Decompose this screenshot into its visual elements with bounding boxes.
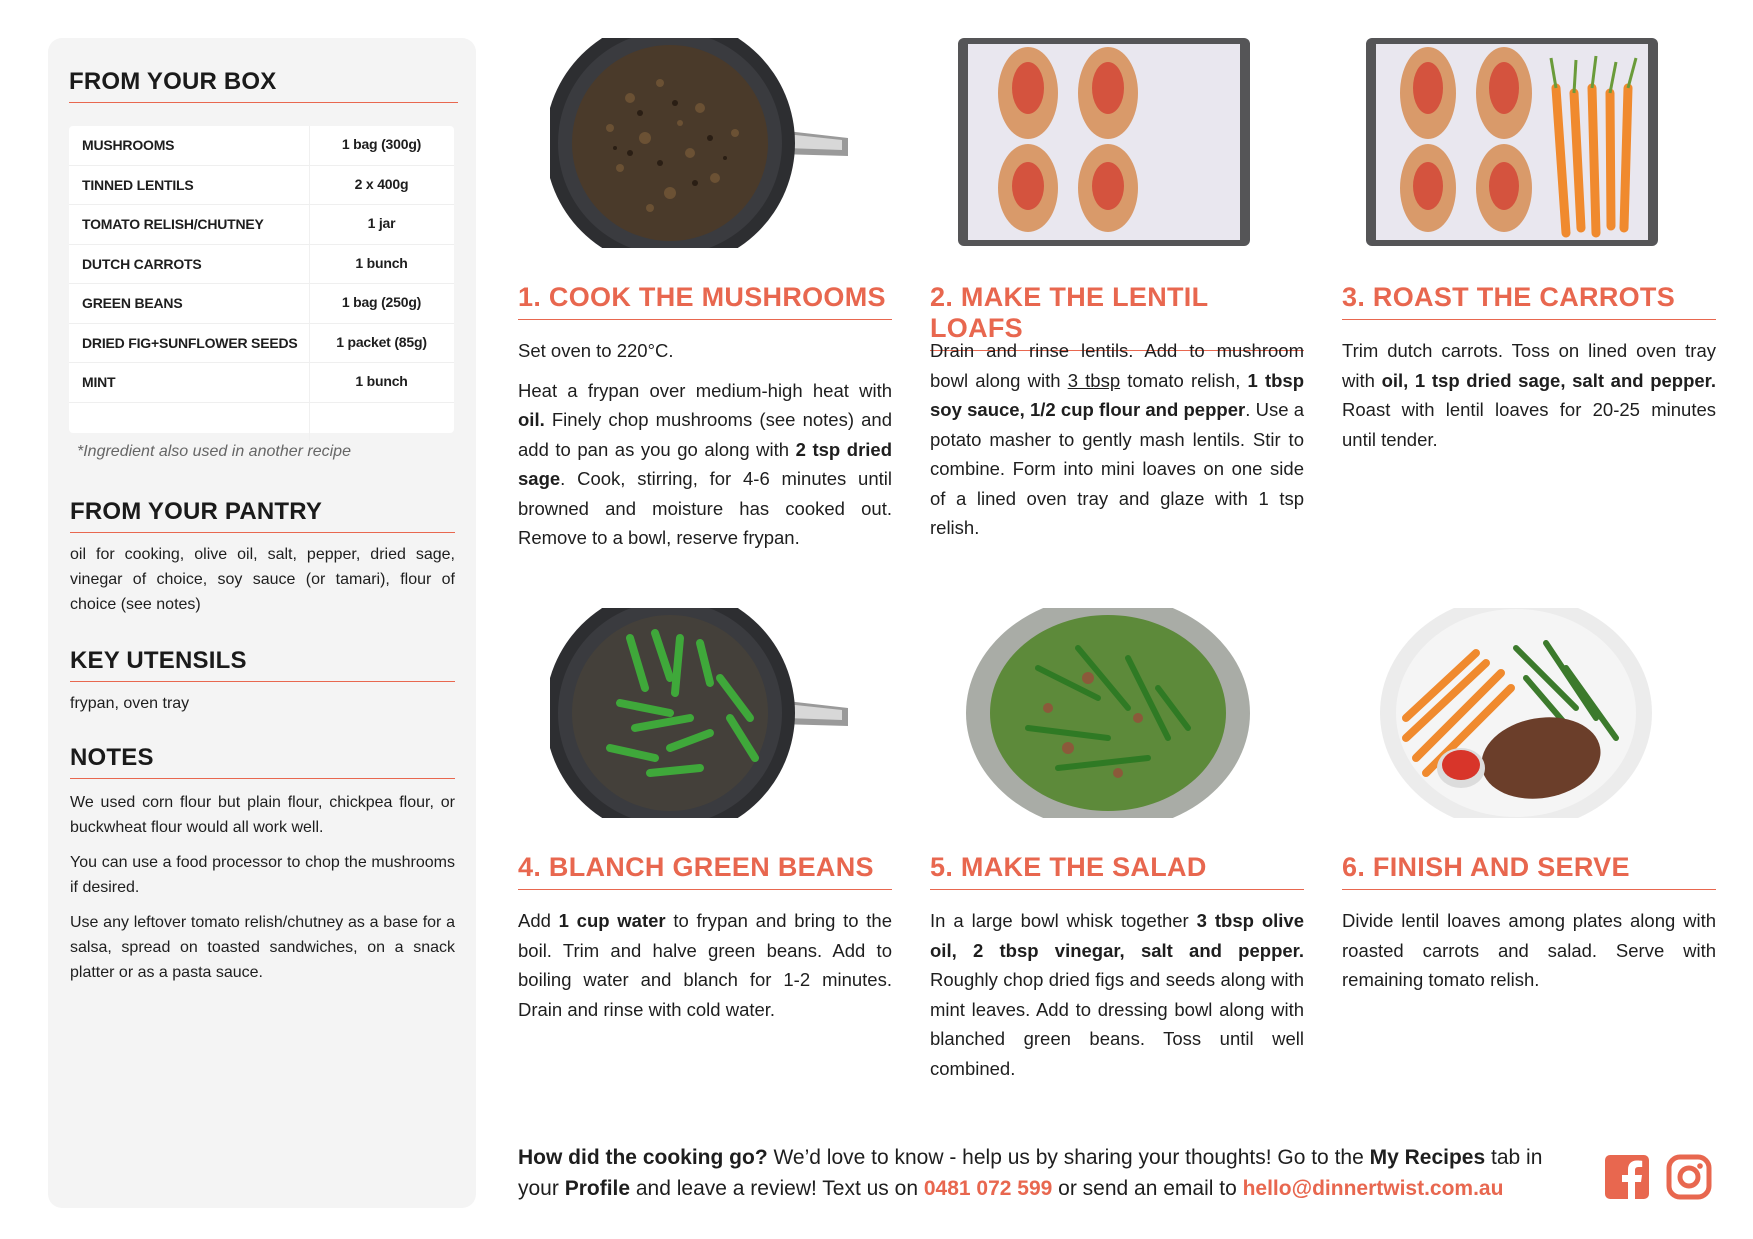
ingredient-table bbox=[69, 126, 454, 433]
plated-dish-photo bbox=[1366, 608, 1666, 818]
table-row bbox=[69, 363, 454, 403]
ingredient-qty: 1 jar bbox=[367, 215, 396, 231]
salad-bowl-photo bbox=[958, 608, 1258, 818]
key-utensils-title: KEY UTENSILS bbox=[70, 647, 455, 682]
step-3-title: 3. ROAST THE CARROTS bbox=[1342, 282, 1716, 320]
step-1-title: 1. COOK THE MUSHROOMS bbox=[518, 282, 892, 320]
table-row bbox=[69, 245, 454, 285]
table-row bbox=[69, 205, 454, 245]
step-1-p2: Heat a frypan over medium-high heat with oil. Finely chop mushrooms (see notes) and add to pan as you go along with 2 tsp dried sage. Cook, stirring, for 4-6 minutes until browned and moisture has cooked out. Remove to a bowl, reserve frypan. bbox=[518, 379, 892, 548]
instagram-icon[interactable] bbox=[1666, 1154, 1712, 1200]
ingredient-qty: 2 x 400g bbox=[354, 175, 409, 192]
ingredient-qty: 1 packet (85g) bbox=[336, 333, 427, 350]
ingredient-name: DUTCH CARROTS bbox=[82, 255, 202, 272]
step-2-text: Drain and rinse lentils. Add to mushroom bowl along with 3 tbsp tomato relish, 1 tbsp soy sauce, 1/2 cup flour and pepper. Use a potato masher to gently mash lentils. Stir to combine. Form into mini loaves on one side of a lined oven tray and glaze with 1 tsp relish. bbox=[930, 340, 1305, 538]
frypan-mushrooms-photo bbox=[550, 38, 850, 248]
step-5-title: 5. MAKE THE SALAD bbox=[930, 852, 1304, 890]
lentil-loaves-tray-photo bbox=[958, 38, 1258, 248]
ingredient-qty: 1 bunch bbox=[355, 373, 408, 389]
note-item: Use any leftover tomato relish/chutney as a base for a salsa, spread on toasted sandwiches, on a snack platter or as a pasta sauce. bbox=[70, 914, 455, 981]
notes-title: NOTES bbox=[70, 744, 455, 779]
phone-link[interactable]: 0481 072 599 bbox=[923, 1177, 1053, 1200]
note-item: You can use a food processor to chop the mushrooms if desired. bbox=[70, 854, 455, 896]
step-5-text: In a large bowl whisk together 3 tbsp olive oil, 2 tbsp vinegar, salt and pepper. Roughly chop dried figs and seeds along with mint leaves. Add to dressing bowl along with blanched green beans. Toss until well combined. bbox=[930, 910, 1304, 1079]
frypan-green-beans-photo bbox=[550, 608, 850, 818]
step-6-title: 6. FINISH AND SERVE bbox=[1342, 852, 1716, 890]
step-6-text: Divide lentil loaves among plates along with roasted carrots and salad. Serve with remaining tomato relish. bbox=[1342, 910, 1716, 990]
table-row bbox=[69, 284, 454, 324]
from-your-box-title: FROM YOUR BOX bbox=[69, 68, 458, 103]
table-row bbox=[69, 166, 454, 206]
from-your-pantry-title: FROM YOUR PANTRY bbox=[70, 498, 455, 533]
step-1-text bbox=[518, 336, 892, 563]
step-4-title: 4. BLANCH GREEN BEANS bbox=[518, 852, 892, 890]
ingredient-name: DRIED FIG+SUNFLOWER SEEDS bbox=[82, 334, 298, 351]
step-4-text: Add 1 cup water to frypan and bring to the boil. Trim and halve green beans. Add to boiling water and blanch for 1-2 minutes. Drain and rinse with cold water. bbox=[518, 910, 892, 1020]
step-3-text: Trim dutch carrots. Toss on lined oven tray with oil, 1 tsp dried sage, salt and pepper. Roast with lentil loaves for 20-25 minutes until tender. bbox=[1342, 340, 1716, 450]
table-row bbox=[69, 324, 454, 364]
feedback-footer: How did the cooking go? We’d love to know - help us by sharing your thoughts! Go to the My Recipes tab in your Profile and leave a review! Text us on 0481 072 599 or send an email to hello@dinnertwist.com.au bbox=[518, 1146, 1543, 1200]
ingredient-qty: 1 bunch bbox=[355, 254, 408, 271]
ingredient-name: MINT bbox=[82, 374, 116, 390]
note-item: We used corn flour but plain flour, chickpea flour, or buckwheat flour would all work well. bbox=[70, 794, 455, 836]
step-1-p1: Set oven to 220°C. bbox=[518, 340, 674, 361]
box-footnote: *Ingredient also used in another recipe bbox=[77, 443, 351, 460]
ingredient-name: MUSHROOMS bbox=[82, 137, 175, 153]
notes-list bbox=[70, 790, 455, 995]
table-row bbox=[69, 126, 454, 166]
table-row-empty bbox=[69, 403, 454, 442]
pantry-text: oil for cooking, olive oil, salt, pepper, dried sage, vinegar of choice, soy sauce (or tamari), flour of choice (see notes) bbox=[70, 546, 455, 613]
utensils-text: frypan, oven tray bbox=[70, 695, 190, 712]
ingredient-name: TINNED LENTILS bbox=[82, 176, 194, 193]
ingredient-name: GREEN BEANS bbox=[82, 295, 183, 311]
ingredient-qty: 1 bag (250g) bbox=[341, 294, 422, 310]
email-link[interactable]: hello@dinnertwist.com.au bbox=[1242, 1177, 1504, 1200]
step-2-title: 2. MAKE THE LENTIL LOAFS bbox=[930, 282, 1304, 351]
ingredient-qty: 1 bag (300g) bbox=[341, 136, 422, 152]
ingredients-sidebar bbox=[48, 38, 476, 1208]
loaves-carrots-tray-photo bbox=[1366, 38, 1666, 248]
facebook-icon[interactable] bbox=[1604, 1154, 1650, 1200]
ingredient-name: TOMATO RELISH/CHUTNEY bbox=[82, 216, 264, 232]
